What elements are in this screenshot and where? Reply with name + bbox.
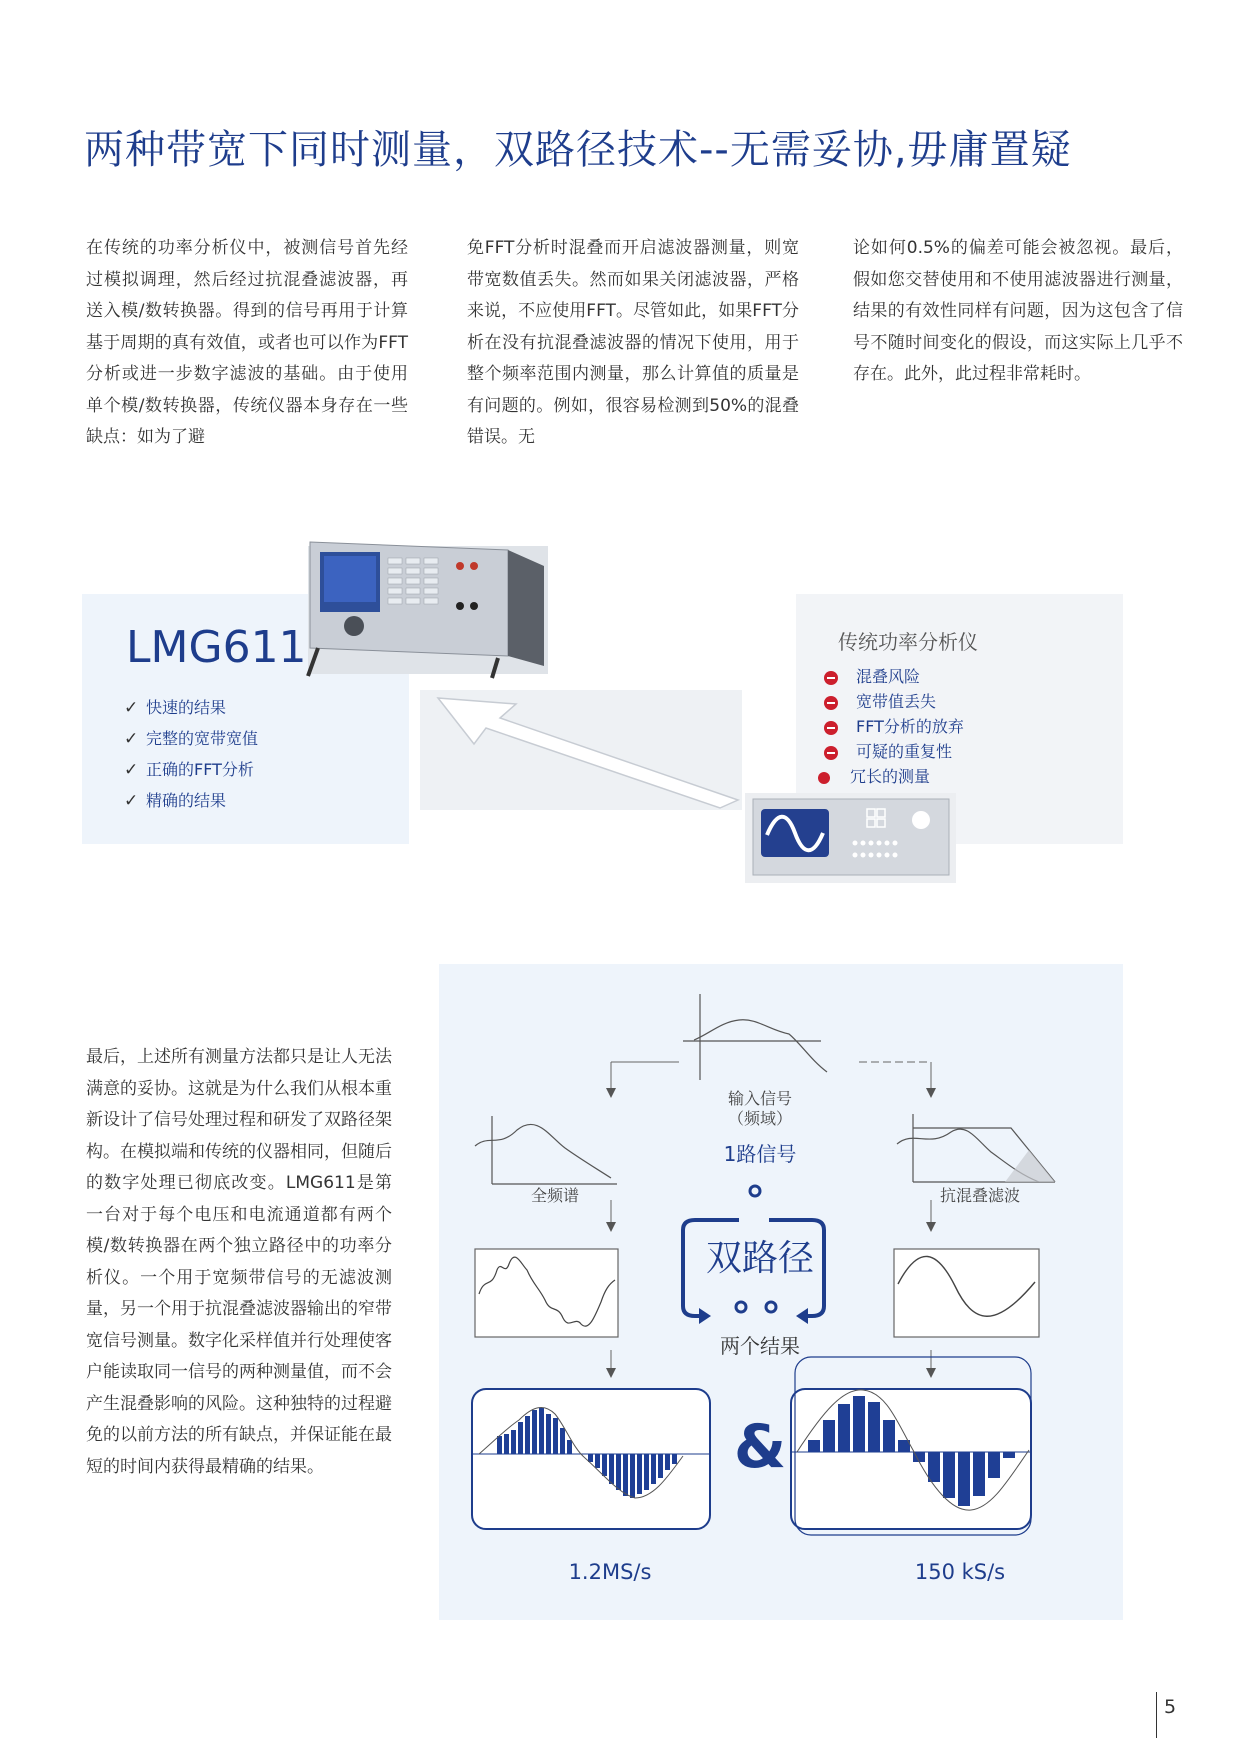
check-icon: ✓ xyxy=(124,760,139,780)
feature-item: ✓ 完整的宽带宽值 xyxy=(124,723,258,754)
input-signal-plot xyxy=(683,994,827,1080)
check-icon: ✓ xyxy=(124,698,139,718)
text-column-1 xyxy=(86,233,408,454)
minus-icon xyxy=(824,696,838,710)
input-signal-label: 输入信号 xyxy=(727,1089,792,1108)
drawback-item: 宽带值丢失 xyxy=(818,689,964,714)
two-results-label: 两个结果 xyxy=(720,1334,800,1358)
full-spectrum-label: 全频谱 xyxy=(530,1186,579,1205)
drawback-item: 混叠风险 xyxy=(818,664,964,689)
minus-icon xyxy=(824,721,838,735)
page-title: 两种带宽下同时测量，双路径技术--无需妥协,毋庸置疑 xyxy=(84,127,1072,173)
feature-list xyxy=(124,692,258,816)
lmg611-title: LMG611 xyxy=(126,622,307,673)
sample-rate-wideband: 1.2MS/s xyxy=(568,1560,652,1584)
page-number: 5 xyxy=(1164,1696,1177,1718)
one-signal-label: 1路信号 xyxy=(723,1142,797,1166)
paragraph: 最后，上述所有测量方法都只是让人无法满意的妥协。这就是为什么我们从根本重新设计了信号处理过程和研发了双路径架构。在模拟端和传统的仪器相同，但随后的数字处理已彻底改变。LMG611是第一台对于每个电压和电流通道都有两个模/数转换器在两个独立路径中的功率分析仪。一个用于宽频带信号的无滤波测量，另一个用于抗混叠滤波器输出的窄带宽信号测量。数字化采样值并行处理使客户能读取同一信号的两种测量值，而不会产生混叠影响的风险。这种独特的过程避免的以前方法的所有缺点，并保证能在最短的时间内获得最精确的结果。 xyxy=(86,1047,392,1477)
text-column-3 xyxy=(853,233,1183,391)
page-number-divider xyxy=(1156,1692,1157,1738)
feature-item: ✓ 正确的FFT分析 xyxy=(124,754,258,785)
paragraph: 免FFT分析时混叠而开启滤波器测量，则宽带宽数值丢失。然而如果关闭滤波器，严格来说，不应使用FFT。尽管如此，如果FFT分析在没有抗混叠滤波器的情况下使用，用于整个频率范围内测量，那么计算值的质量是有问题的。例如，很容易检测到50%的混叠错误。无 xyxy=(467,238,799,447)
sample-rate-narrowband: 150 kS/s xyxy=(914,1560,1006,1584)
sampled-wideband-signal-box xyxy=(475,1249,618,1337)
traditional-device-image xyxy=(745,793,956,883)
drawback-list xyxy=(818,664,964,789)
full-spectrum-plot xyxy=(475,1116,617,1184)
check-icon: ✓ xyxy=(124,729,139,749)
minus-icon xyxy=(824,671,838,685)
frequency-domain-label: （频域） xyxy=(727,1109,792,1128)
drawback-item: 可疑的重复性 xyxy=(818,739,964,764)
wideband-sampled-bars xyxy=(472,1389,710,1529)
dual-path-graphic xyxy=(439,964,1123,1620)
anti-alias-filter-plot xyxy=(897,1114,1055,1182)
check-icon: ✓ xyxy=(124,791,139,811)
drawback-item: FFT分析的放弃 xyxy=(818,714,964,739)
feature-item: ✓ 精确的结果 xyxy=(124,785,258,816)
red-dot-icon xyxy=(818,772,830,784)
dual-path-label: 双路径 xyxy=(705,1238,814,1279)
minus-icon xyxy=(824,746,838,760)
filtered-signal-box xyxy=(894,1249,1039,1337)
paragraph: 论如何0.5%的偏差可能会被忽视。最后，假如您交替使用和不使用滤波器进行测量，结果的有效性同样有问题，因为这包含了信号不随时间变化的假设，而这实际上几乎不存在。此外，此过程非常耗时。 xyxy=(853,238,1183,384)
text-block-bottom xyxy=(86,1042,392,1483)
narrowband-sampled-bars xyxy=(791,1357,1031,1535)
feature-item: ✓ 快速的结果 xyxy=(124,692,258,723)
ampersand-label: & xyxy=(733,1412,787,1482)
text-column-2 xyxy=(467,233,799,454)
arrow-graphic xyxy=(420,690,742,810)
paragraph: 在传统的功率分析仪中，被测信号首先经过模拟调理，然后经过抗混叠滤波器，再送入模/数转换器。得到的信号再用于计算基于周期的真有效值，或者也可以作为FFT分析或进一步数字滤波的基础。由于使用单个模/数转换器，传统仪器本身存在一些缺点：如为了避 xyxy=(86,238,408,447)
traditional-analyzer-title: 传统功率分析仪 xyxy=(838,630,978,654)
anti-alias-filter-label: 抗混叠滤波 xyxy=(939,1186,1020,1205)
lmg611-instrument-image xyxy=(298,536,555,682)
drawback-item: 冗长的测量 xyxy=(818,764,964,789)
